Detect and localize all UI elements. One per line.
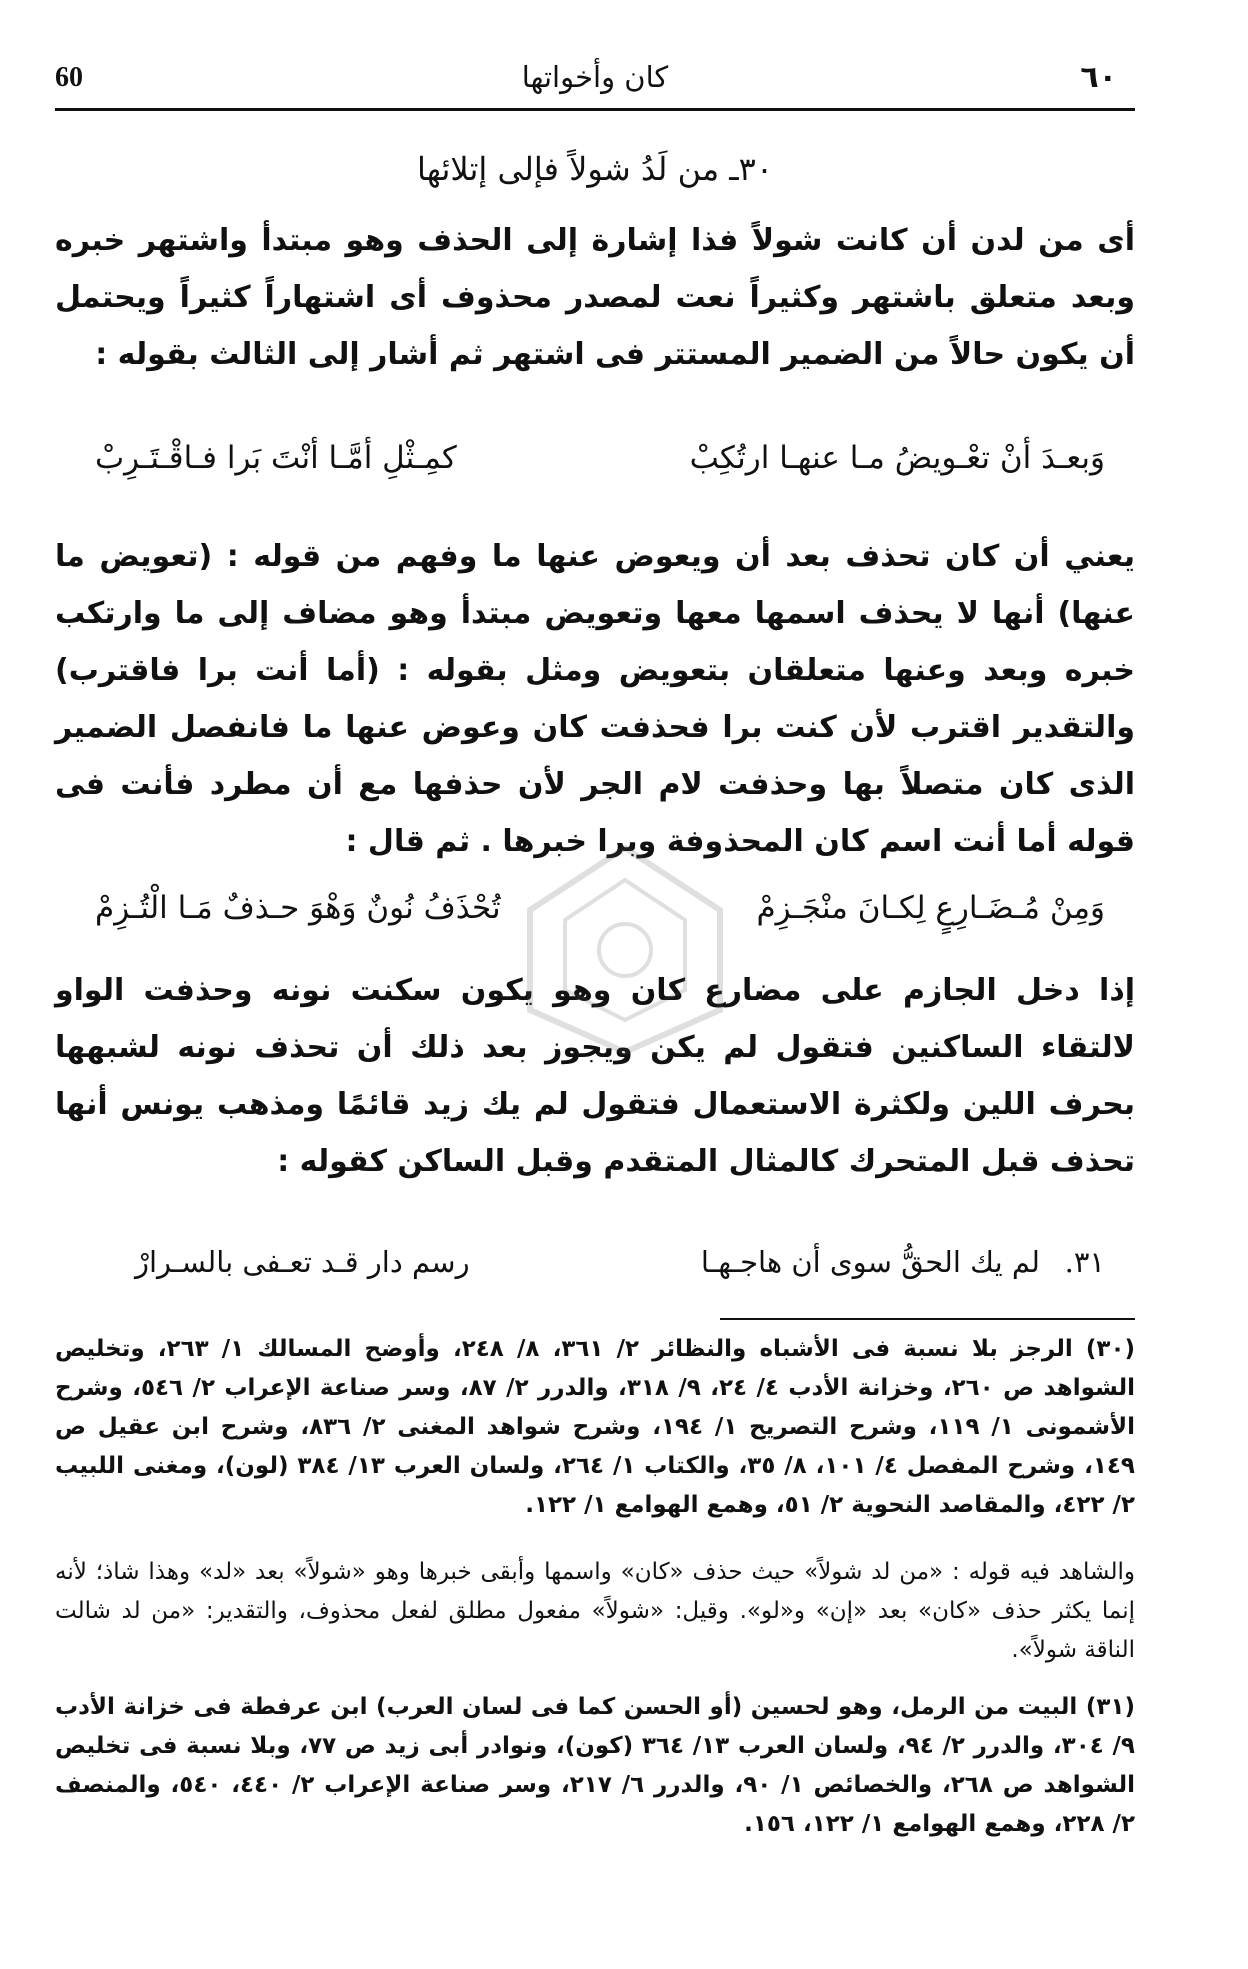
running-title: كان وأخواتها <box>521 60 669 94</box>
footnote-31: (٣١) البيت من الرمل، وهو لحسين (أو الحسن كما فى لسان العرب) ابن عرفطة فى خزانة الأدب ٩/ ٣٠٤، والدرر ٢/ ٩٤، ولسان العرب ١٣/ ٣٦٤ (كون)، ونوادر أبى زيد ص ٧٧، وبلا نسبة فى تخليص الشواهد ص ٢٦٨، والخصائص ١/ ٩٠، والدرر ٦/ ٢١٧، وسر صناعة الإعراب ٢/ ٤٤٠، ٥٤٠، والمنصف ٢/ ٢٢٨، وهمع الهوامع ١/ ١٢٢، ١٥٦. <box>55 1694 1135 1837</box>
commentary-paragraph-3: إذا دخل الجازم على مضارع كان وهو يكون سكنت نونه وحذفت الواو لالتقاء الساكنين فتقول لم يكن ويجوز بعد ذلك أن تحذف نونه لشبهها بحرف اللين ولكثرة الاستعمال فتقول لم يك زيد قائمًا ومذهب يونس أنها تحذف قبل المتحرك كالمثال المتقدم وقبل الساكن كقوله : <box>55 973 1135 1179</box>
verse-hemistich-first: لم يك الحقُّ سوى أن هاجـهـا <box>700 1245 1040 1279</box>
verse-hemistich-second: رسم دار قـد تعـفى بالسـرارْ <box>135 1245 470 1279</box>
footnote-separator <box>720 1318 1135 1320</box>
verse-30-heading: ٣٠ـ من لَدُ شولاً فإلى إتلائها <box>416 150 773 188</box>
footnote-30: (٣٠) الرجز بلا نسبة فى الأشباه والنظائر ٢/ ٣٦١، ٨/ ٢٤٨، وأوضح المسالك ١/ ٢٦٣، وتخليص الشواهد ص ٢٦٠، وخزانة الأدب ٤/ ٢٤، ٩/ ٣١٨، والدرر ٢/ ٨٧، وسر صناعة الإعراب ٢/ ٥٤٦، وشرح الأشمونى ١/ ١١٩، وشرح التصريح ١/ ١٩٤، وشرح شواهد المغنى ٢/ ٨٣٦، وشرح ابن عقيل ص ١٤٩، وشرح المفصل ٤/ ١٠١، ٨/ ٣٥، والكتاب ١/ ٢٦٤، ولسان العرب ١٣/ ٣٨٤ (لون)، ومغنى اللبيب ٢/ ٤٢٢، والمقاصد النحوية ٢/ ٥١، وهمع الهوامع ١/ ١٢٢. <box>55 1336 1135 1518</box>
verse-number: ٣١. <box>1064 1245 1105 1279</box>
library-seal-watermark <box>520 840 730 1060</box>
main-text <box>55 0 1135 1320</box>
commentary-paragraph-1: أى من لدن أن كانت شولاً فذا إشارة إلى الحذف وهو مبتدأ واشتهر خبره وبعد متعلق باشتهر وكثيراً نعت لمصدر محذوف أى اشتهاراً كثيراً ويحتمل أن يكون حالاً من الضمير المستتر فى اشتهر ثم أشار إلى الثالث بقوله : <box>55 223 1135 372</box>
verse-hemistich-first: وَبعـدَ أنْ تعْـويضُ مـا عنهـا ارتُكِبْ <box>689 440 1105 476</box>
footnote-30-witness: والشاهد فيه قوله : «من لد شولاً» حيث حذف «كان» واسمها وأبقى خبرها وهو «شولاً» بعد «لد» وهذا شاذ؛ لأنه إنما يكثر حذف «كان» بعد «إن» و«لو». وقيل: «شولاً» مفعول مطلق لفعل محذوف، والتقدير: «من لد شالت الناقة شولاً». <box>55 1559 1135 1663</box>
verse-hemistich-second: كمِـثْلِ أمَّـا أنْتَ بَرا فـاقْـتَـرِبْ <box>95 440 457 476</box>
page-number-arabic: ٦٠ <box>1080 60 1117 95</box>
page-number: 60 <box>55 62 83 93</box>
commentary-paragraph-2: يعني أن كان تحذف بعد أن ويعوض عنها ما وفهم من قوله : (تعويض ما عنها) أنها لا يحذف اسمها معها وتعويض مبتدأ وهو مضاف إلى ما وارتكب خبره وبعد وعنها متعلقان بتعويض ومثل بقوله : (أما أنت برا فاقترب) والتقدير اقترب لأن كنت برا فحذفت كان وعوض عنها ما فانفصل الضمير الذى كان متصلاً بها وحذفت لام الجر لأن حذفها مع أن مطرد فأنت فى قوله أما أنت اسم كان المحذوفة وبرا خبرها . ثم قال : <box>55 539 1135 859</box>
verse-hemistich-first: وَمِنْ مُـضَـارِعٍ لِكـانَ منْجَـزِمْ <box>756 890 1105 926</box>
verse-hemistich-second: تُحْذَفُ نُونٌ وَهْوَ حـذفٌ مَـا الْتُـزِمْ <box>95 890 501 926</box>
